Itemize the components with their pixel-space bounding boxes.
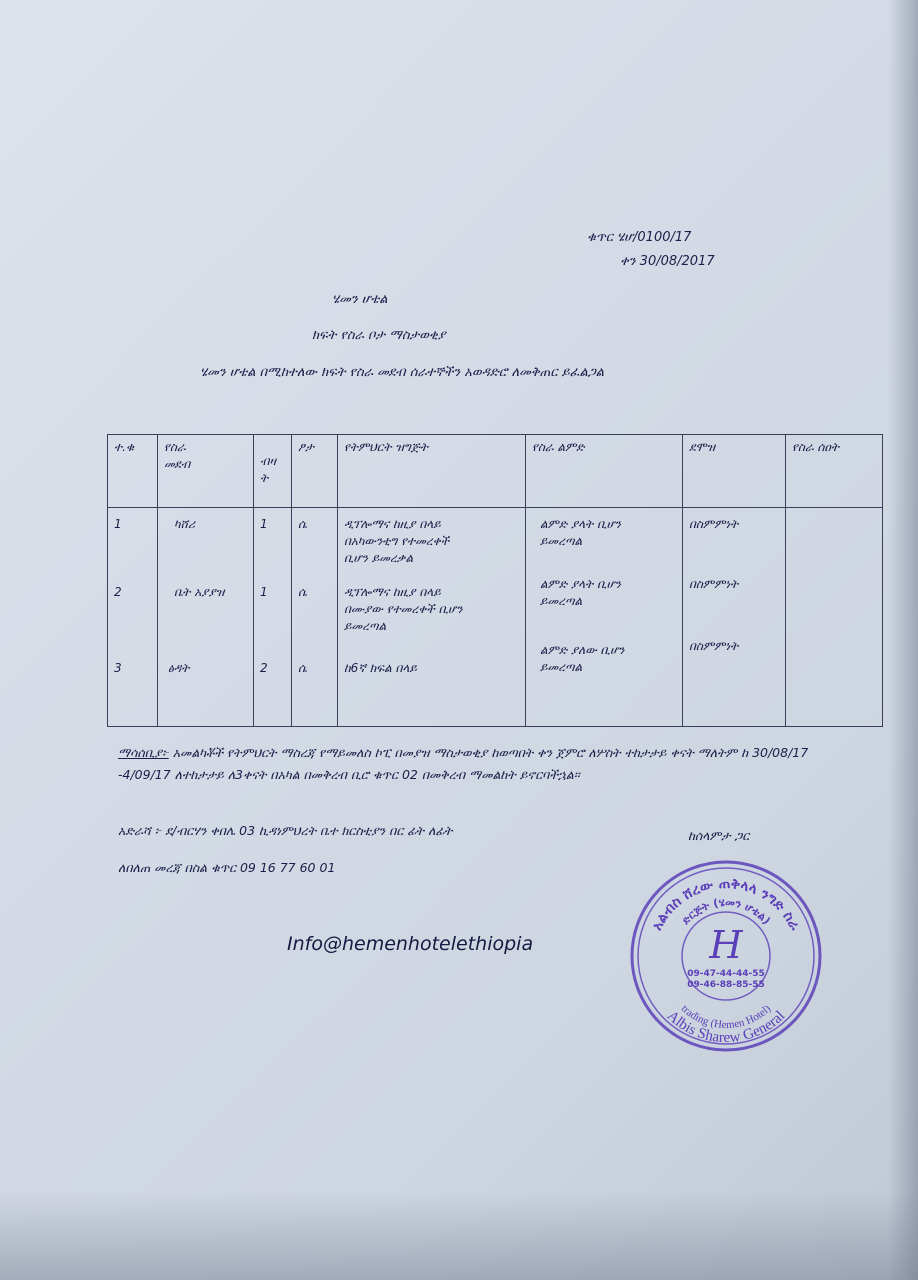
column-work-hours (786, 508, 883, 727)
column-number (108, 508, 158, 727)
row1-experience: ልምድ ያላት ቢሆን ይመረጣል (540, 517, 621, 548)
office-address: አድራሻ ፦ ደ/ብርሃን ቀበሌ 03 ኪዳነምህረት ቤተ ክርስቲያን በር ፊት ለፊት (118, 823, 453, 838)
reference-number: ቁጥር ሄሆ/0100/17 (587, 230, 692, 245)
row3-position: ፅዳት (168, 661, 190, 675)
column-experience (526, 508, 683, 727)
row3-education: ከ6ኛ ክፍል በላይ (344, 661, 417, 675)
contact-email: Info@hemenhotelethiopia (287, 933, 534, 955)
page-shadow-bottom (0, 1190, 918, 1280)
header-gender: ፆታ (292, 435, 338, 508)
vacancy-table (107, 434, 883, 727)
stamp-monogram: H (709, 923, 743, 967)
row3-quantity: 2 (260, 661, 268, 675)
row1-education: ዲፕሎማና ከዚያ በላይ በአካውንቲግ የተመረቀች ቢሆን ይመረቃል (344, 517, 450, 565)
header-work-hours: የስራ ሰዐት (786, 435, 883, 508)
header-quantity: ብዛ ት (254, 435, 292, 508)
table-body-row (108, 508, 883, 727)
vacancy-intro: ሄመን ሆቴል በሚከተለው ክፍት የስራ መደብ ሰራተኞችን አወዳድሮ ለመቅጠር ይፈልጋል (200, 365, 604, 380)
row1-number: 1 (114, 517, 122, 531)
stamp-phone-1: 09-47-44-44-55 (687, 969, 765, 979)
stamp-english-line-2: trading (Hemen Hotel) (678, 1002, 774, 1032)
stamp-phone-2: 09-46-88-85-55 (687, 980, 765, 990)
row2-gender: ሴ (298, 585, 307, 599)
note-label: ማሳሰቢያ፦ (118, 745, 169, 760)
note-text: አመልካቾች የትምህርት ማስረጃ የማይመለስ ኮፒ በመያዝ ማስታወቂያ ከወጣበት ቀን ጀምሮ ለሦስት ተከታታይ ቀናት ማለትም ከ 30/08/17 -4/09/17 ለተከታታይ ለ3ቀናት በአካል በመቅረብ ቢሮ ቁጥር 02 በመቅረብ ማመልከት ይኖርባችኋል፡፡ (118, 745, 809, 782)
document-date: ቀን 30/08/2017 (620, 254, 715, 269)
header-education: የትምህርት ዝግጅት (338, 435, 526, 508)
contact-phone: ለበለጠ መረጃ በስል ቁጥር 09 16 77 60 01 (118, 860, 336, 875)
row1-gender: ሴ (298, 517, 307, 531)
stamp-inner-text: ድርጅት (ሄመን ሆቴል) (679, 895, 774, 928)
row3-number: 3 (114, 661, 122, 675)
row2-position: ቤት አያያዝ (174, 585, 225, 599)
header-experience: የስራ ልምድ (526, 435, 683, 508)
row1-salary: በስምምነት (689, 517, 739, 531)
closing-regards: ከሰላምታ ጋር (688, 828, 750, 843)
application-note (118, 742, 828, 786)
hotel-name: ሄመን ሆቴል (332, 292, 388, 307)
page-shadow-right (888, 0, 918, 1280)
stamp-top-text: አልብስ ሸረው ጠቅላላ ንግድ ስራ (649, 875, 803, 934)
column-education (338, 508, 526, 727)
row3-gender: ሴ (298, 661, 307, 675)
vacancy-headline: ክፍት የስራ ቦታ ማስታወቂያ (312, 328, 446, 343)
row2-quantity: 1 (260, 585, 268, 599)
column-position (158, 508, 254, 727)
header-position: የስራ መደብ (158, 435, 254, 508)
column-gender (292, 508, 338, 727)
row2-experience: ልምድ ያላት ቢሆን ይመረጣል (540, 577, 621, 608)
row2-number: 2 (114, 585, 122, 599)
row2-salary: በስምምነት (689, 577, 739, 591)
column-salary (683, 508, 786, 727)
company-stamp (626, 860, 826, 1052)
row1-quantity: 1 (260, 517, 268, 531)
header-salary: ደሞዝ (683, 435, 786, 508)
row3-experience: ልምድ ያለው ቢሆን ይመረጣል (540, 643, 625, 674)
row1-position: ካሸሪ (174, 517, 196, 531)
stamp-english-line-1: Albis Sharew General (663, 1007, 789, 1047)
table-header-row (108, 435, 883, 508)
header-number: ተ.ቁ (108, 435, 158, 508)
row2-education: ዲፕሎማና ከዚያ በላይ በሙያው የተመረቀች ቢሆን ይመረጣል (344, 585, 463, 633)
row3-salary: በስምምነት (689, 639, 739, 653)
column-quantity (254, 508, 292, 727)
